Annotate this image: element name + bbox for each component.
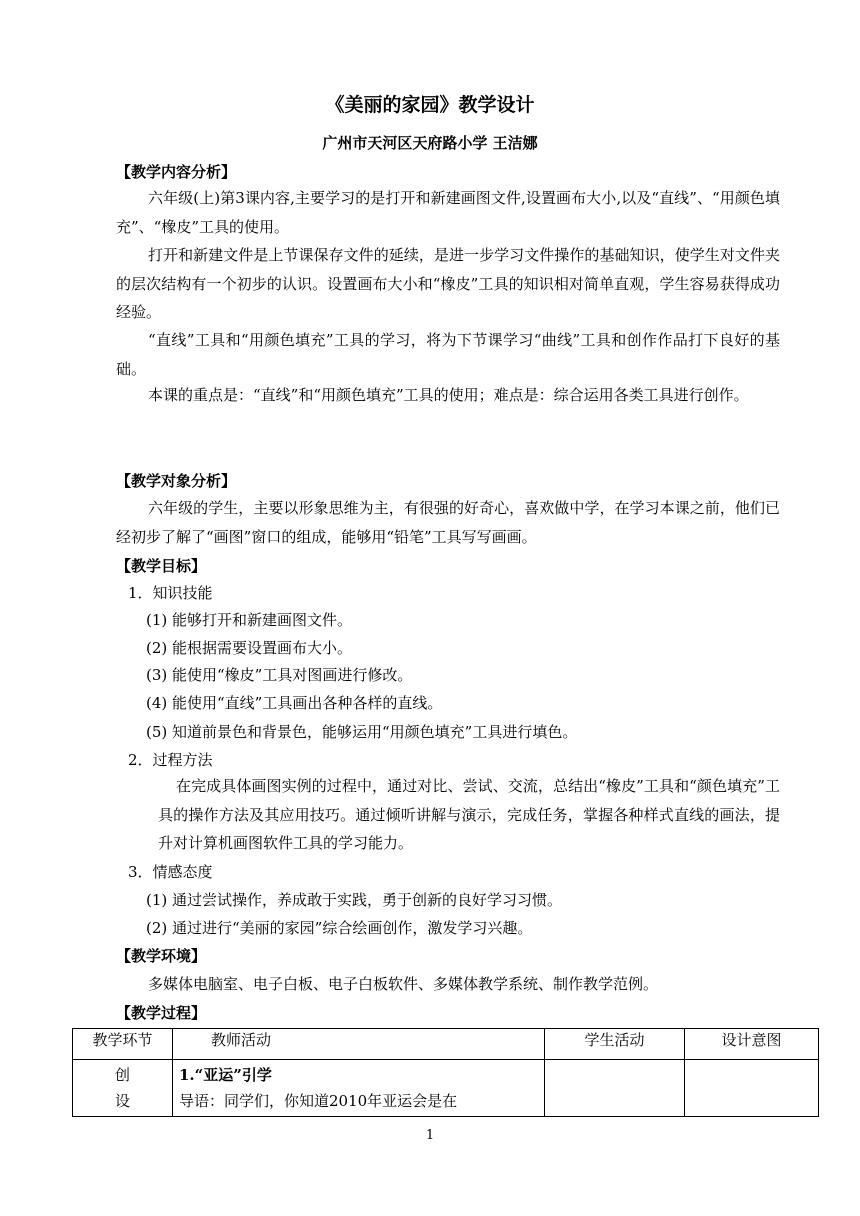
table-cell-intent xyxy=(685,1060,819,1117)
document-title: 《美丽的家园》教学设计 xyxy=(325,94,535,116)
objective-item: (2) 能根据需要设置画布大小。 xyxy=(146,639,353,657)
objective-group-title: 3．情感态度 xyxy=(128,863,213,881)
table-header-cell: 教师活动 xyxy=(173,1029,545,1060)
teacher-activity-text: 导语：同学们，你知道2010年亚运会是在 xyxy=(179,1092,458,1110)
section-heading-content-analysis: 【教学内容分析】 xyxy=(116,163,237,181)
table-header-row xyxy=(73,1029,819,1060)
section-heading-student-analysis: 【教学对象分析】 xyxy=(116,472,237,490)
table-header-cell: 设计意图 xyxy=(685,1029,819,1060)
objective-group-title: 2．过程方法 xyxy=(128,751,213,769)
objective-item: (5) 知道前景色和背景色，能够运用“用颜色填充”工具进行填色。 xyxy=(146,723,578,741)
table-cell-teacher xyxy=(173,1060,545,1117)
section-heading-environment: 【教学环境】 xyxy=(116,947,207,965)
objective-item: (4) 能使用“直线”工具画出各种各样的直线。 xyxy=(146,694,443,712)
stage-char: 创 xyxy=(114,1066,130,1084)
paragraph: 六年级的学生，主要以形象思维为主，有很强的好奇心，喜欢做中学，在学习本课之前，他们已经初步了解了“画图”窗口的组成，能够用“铅笔”工具写写画画。 xyxy=(116,499,780,546)
table-row xyxy=(73,1060,819,1117)
objective-item: (3) 能使用“橡皮”工具对图画进行修改。 xyxy=(146,666,413,684)
table-cell-stage xyxy=(73,1060,173,1117)
page-number: 1 xyxy=(425,1128,435,1143)
process-table xyxy=(72,1028,819,1117)
section-heading-objectives: 【教学目标】 xyxy=(116,557,207,575)
stage-char: 设 xyxy=(114,1092,130,1110)
environment-text: 多媒体电脑室、电子白板、电子白板软件、多媒体教学系统、制作教学范例。 xyxy=(148,975,659,993)
paragraph: 六年级(上)第3课内容,主要学习的是打开和新建画图文件,设置画布大小,以及“直线”、“用颜色填充”、“橡皮”工具的使用。 xyxy=(116,189,780,236)
teacher-activity-title: 1.“亚运”引学 xyxy=(179,1066,272,1084)
section-heading-process: 【教学过程】 xyxy=(116,1004,207,1022)
table-header-cell: 学生活动 xyxy=(545,1029,685,1060)
objective-item: (1) 通过尝试操作，养成敢于实践，勇于创新的良好学习习惯。 xyxy=(146,891,563,909)
table-header-cell: 教学环节 xyxy=(73,1029,173,1060)
objective-item: (2) 通过进行“美丽的家园”综合绘画创作，激发学习兴趣。 xyxy=(146,919,533,937)
table-cell-student xyxy=(545,1060,685,1117)
objective-item: (1) 能够打开和新建画图文件。 xyxy=(146,611,353,629)
paragraph: 打开和新建文件是上节课保存文件的延续，是进一步学习文件操作的基础知识，使学生对文件夹的层次结构有一个初步的认识。设置画布大小和“橡皮”工具的知识相对简单直观，学生容易获得成功经验。 xyxy=(116,246,780,321)
paragraph: 本课的重点是：“直线”和“用颜色填充”工具的使用；难点是：综合运用各类工具进行创作。 xyxy=(148,386,749,404)
objective-group-title: 1．知识技能 xyxy=(128,584,213,602)
paragraph: 在完成具体画图实例的过程中，通过对比、尝试、交流，总结出“橡皮”工具和“颜色填充”工具的操作方法及其应用技巧。通过倾听讲解与演示，完成任务，掌握各种样式直线的画法，提升对计算机画图软件工具的学习能力。 xyxy=(158,777,780,852)
paragraph: “直线”工具和“用颜色填充”工具的学习，将为下节课学习“曲线”工具和创作作品打下良好的基础。 xyxy=(116,331,780,378)
document-author: 广州市天河区天府路小学 王洁娜 xyxy=(322,134,538,152)
